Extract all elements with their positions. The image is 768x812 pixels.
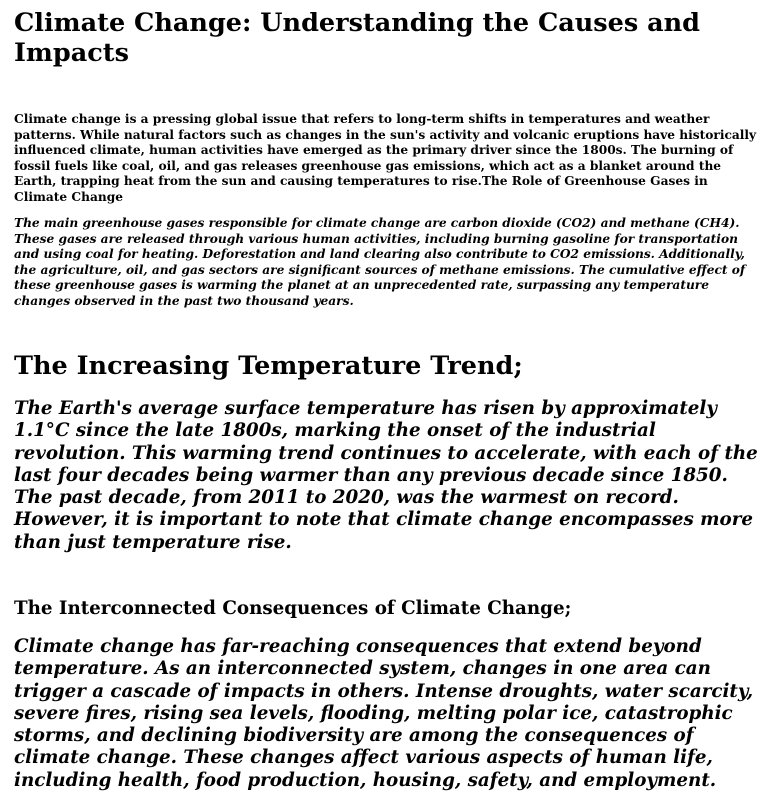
consequences-heading: The Interconnected Consequences of Climate Change; bbox=[14, 598, 572, 619]
temperature-paragraph: The Earth's average surface temperature has risen by approximately 1.1°C since the late 1800s, marking the onset of the industrial revolution. This warming trend continues to accelerate, with each of the last four decades being warmer than any previous decade since 1850. The past decade, from 2011 to 2020, was the warmest on record. However, it is important to note that climate change encompasses more than just temperature rise. bbox=[14, 398, 758, 553]
intro-paragraph: Climate change is a pressing global issue that refers to long-term shifts in temperatures and weather patterns. While natural factors such as changes in the sun's activity and volcanic eruptions have historically influenced climate, human activities have emerged as the primary driver since the 1800s. The burning of fossil fuels like coal, oil, and gas releases greenhouse gas emissions, which act as a blanket around the Earth, trapping heat from the sun and causing temperatures to rise.The Role of Greenhouse Gases in Climate Change bbox=[14, 112, 757, 204]
consequences-paragraph: Climate change has far-reaching consequences that extend beyond temperature. As an interconnected system, changes in one area can trigger a cascade of impacts in others. Intense droughts, water scarcity, severe fires, rising sea levels, flooding, melting polar ice, catastrophic storms, and declining biodiversity are among the consequences of climate change. These changes affect various aspects of human life, including health, food production, housing, safety, and employment. bbox=[14, 636, 754, 791]
temperature-heading: The Increasing Temperature Trend; bbox=[14, 351, 523, 381]
page-title: Climate Change: Understanding the Causes and Impacts bbox=[14, 8, 701, 68]
greenhouse-gases-paragraph: The main greenhouse gases responsible for climate change are carbon dioxide (CO2) and methane (CH4). These gases are released through various human activities, including burning gasoline for transportation and using coal for heating. Deforestation and land clearing also contribute to CO2 emissions. Additionally, the agriculture, oil, and gas sectors are significant sources of methane emissions. The cumulative effect of these greenhouse gases is warming the planet at an unprecedented rate, surpassing any temperature changes observed in the past two thousand years. bbox=[14, 216, 746, 308]
